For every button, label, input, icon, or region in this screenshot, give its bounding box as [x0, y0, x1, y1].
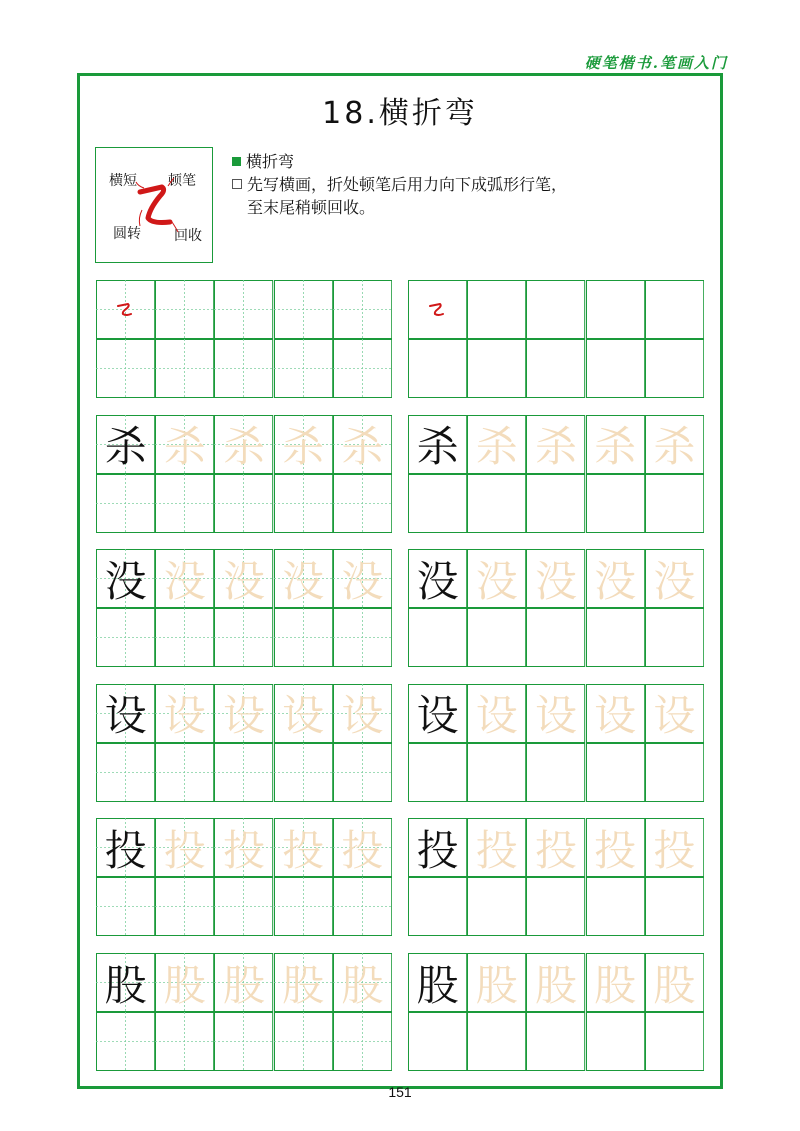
writing-cell[interactable] — [96, 339, 155, 398]
writing-cell[interactable] — [96, 877, 155, 936]
practice-block-5-right — [408, 818, 704, 936]
writing-cell[interactable] — [408, 743, 467, 802]
writing-cell[interactable] — [155, 608, 214, 667]
writing-cell[interactable] — [645, 877, 704, 936]
writing-cell[interactable] — [155, 415, 214, 474]
writing-cell[interactable] — [333, 339, 392, 398]
writing-cell[interactable] — [214, 339, 273, 398]
writing-cell[interactable] — [645, 474, 704, 533]
writing-cell[interactable] — [408, 415, 467, 474]
writing-cell[interactable] — [274, 608, 333, 667]
trace-character: 股 — [163, 960, 206, 1010]
writing-cell[interactable] — [467, 953, 526, 1012]
description-line-1: 先写横画，折处顿笔后用力向下成弧形行笔， — [247, 175, 568, 194]
writing-cell[interactable] — [408, 280, 467, 339]
writing-cell[interactable] — [645, 549, 704, 608]
trace-character: 杀 — [222, 422, 265, 472]
writing-cell[interactable] — [586, 684, 645, 743]
writing-cell[interactable] — [333, 280, 392, 339]
trace-character: 设 — [594, 691, 637, 741]
writing-cell[interactable] — [333, 684, 392, 743]
model-character: 设 — [416, 691, 459, 741]
writing-cell[interactable] — [526, 953, 585, 1012]
writing-cell[interactable] — [274, 549, 333, 608]
description-line-1-row — [232, 173, 567, 196]
model-character: 股 — [416, 960, 459, 1010]
writing-cell[interactable] — [155, 684, 214, 743]
writing-cell[interactable] — [408, 684, 467, 743]
writing-cell[interactable] — [526, 818, 585, 877]
writing-cell[interactable] — [155, 743, 214, 802]
writing-cell[interactable] — [274, 339, 333, 398]
description-line-2: 至末尾稍顿回收。 — [247, 198, 376, 217]
writing-cell[interactable] — [333, 743, 392, 802]
writing-cell[interactable] — [155, 818, 214, 877]
model-character: 投 — [104, 825, 147, 875]
writing-cell[interactable] — [467, 743, 526, 802]
stroke-demo-icon — [96, 280, 155, 339]
writing-cell[interactable] — [645, 743, 704, 802]
writing-cell[interactable] — [155, 280, 214, 339]
trace-character: 投 — [653, 825, 696, 875]
writing-cell[interactable] — [467, 339, 526, 398]
trace-character: 没 — [222, 556, 265, 606]
writing-cell[interactable] — [467, 608, 526, 667]
bullet-empty-icon — [232, 179, 242, 189]
writing-cell[interactable] — [526, 877, 585, 936]
writing-cell[interactable] — [586, 1012, 645, 1071]
writing-cell[interactable] — [526, 415, 585, 474]
trace-character: 杀 — [341, 422, 384, 472]
page-title: 18.横折弯 — [322, 96, 478, 131]
writing-cell[interactable] — [408, 608, 467, 667]
trace-character: 杀 — [653, 422, 696, 472]
writing-cell[interactable] — [333, 415, 392, 474]
writing-cell[interactable] — [214, 953, 273, 1012]
trace-character: 杀 — [475, 422, 518, 472]
writing-cell[interactable] — [96, 280, 155, 339]
trace-character: 杀 — [534, 422, 577, 472]
trace-character: 杀 — [282, 422, 325, 472]
writing-cell[interactable] — [333, 608, 392, 667]
trace-character: 股 — [222, 960, 265, 1010]
writing-cell[interactable] — [96, 415, 155, 474]
writing-cell[interactable] — [645, 415, 704, 474]
trace-character: 设 — [475, 691, 518, 741]
writing-cell[interactable] — [586, 743, 645, 802]
label-hui-shou: 回收 — [174, 228, 202, 244]
trace-character: 投 — [282, 825, 325, 875]
writing-cell[interactable] — [274, 877, 333, 936]
trace-character: 股 — [282, 960, 325, 1010]
writing-cell[interactable] — [586, 415, 645, 474]
writing-cell[interactable] — [214, 415, 273, 474]
trace-character: 没 — [534, 556, 577, 606]
practice-block-3-right — [408, 549, 704, 667]
writing-cell[interactable] — [333, 1012, 392, 1071]
writing-cell[interactable] — [96, 549, 155, 608]
stroke-demo-icon — [408, 280, 467, 339]
writing-cell[interactable] — [214, 818, 273, 877]
trace-character: 没 — [594, 556, 637, 606]
writing-cell[interactable] — [586, 474, 645, 533]
trace-character: 设 — [282, 691, 325, 741]
practice-block-1-left — [96, 280, 392, 398]
writing-cell[interactable] — [333, 818, 392, 877]
writing-cell[interactable] — [408, 877, 467, 936]
trace-character: 没 — [163, 556, 206, 606]
writing-cell[interactable] — [274, 474, 333, 533]
writing-cell[interactable] — [526, 608, 585, 667]
book-title: 硬笔楷书.笔画入门 — [584, 54, 728, 72]
writing-cell[interactable] — [586, 877, 645, 936]
trace-character: 设 — [653, 691, 696, 741]
writing-cell[interactable] — [408, 474, 467, 533]
description-heading-line — [232, 150, 567, 173]
description-heading: 横折弯 — [246, 152, 295, 171]
writing-cell[interactable] — [155, 339, 214, 398]
writing-cell[interactable] — [96, 1012, 155, 1071]
practice-block-1-right — [408, 280, 704, 398]
writing-cell[interactable] — [214, 743, 273, 802]
trace-character: 投 — [475, 825, 518, 875]
practice-block-4-left — [96, 684, 392, 802]
writing-cell[interactable] — [467, 415, 526, 474]
trace-character: 没 — [475, 556, 518, 606]
model-character: 股 — [104, 960, 147, 1010]
model-character: 杀 — [416, 422, 459, 472]
trace-character: 投 — [594, 825, 637, 875]
writing-cell[interactable] — [586, 953, 645, 1012]
writing-cell[interactable] — [408, 1012, 467, 1071]
writing-cell[interactable] — [645, 280, 704, 339]
writing-cell[interactable] — [586, 608, 645, 667]
writing-cell[interactable] — [586, 339, 645, 398]
writing-cell[interactable] — [526, 339, 585, 398]
practice-block-4-right — [408, 684, 704, 802]
writing-cell[interactable] — [645, 608, 704, 667]
stroke-description — [232, 150, 567, 219]
writing-cell[interactable] — [526, 474, 585, 533]
model-character: 投 — [416, 825, 459, 875]
writing-cell[interactable] — [274, 953, 333, 1012]
trace-character: 设 — [534, 691, 577, 741]
writing-cell[interactable] — [586, 280, 645, 339]
writing-cell[interactable] — [155, 877, 214, 936]
page-number: 151 — [388, 1084, 412, 1100]
bullet-filled-icon — [232, 157, 241, 166]
writing-cell[interactable] — [333, 953, 392, 1012]
writing-cell[interactable] — [333, 549, 392, 608]
writing-cell[interactable] — [645, 1012, 704, 1071]
trace-character: 投 — [222, 825, 265, 875]
writing-cell[interactable] — [214, 684, 273, 743]
writing-cell[interactable] — [96, 474, 155, 533]
practice-block-2-right — [408, 415, 704, 533]
writing-cell[interactable] — [467, 280, 526, 339]
label-heng-duan: 横短 — [109, 173, 137, 189]
writing-cell[interactable] — [467, 549, 526, 608]
stroke-diagram — [95, 147, 213, 263]
writing-cell[interactable] — [274, 280, 333, 339]
writing-cell[interactable] — [467, 1012, 526, 1071]
writing-cell[interactable] — [96, 953, 155, 1012]
writing-cell[interactable] — [96, 684, 155, 743]
writing-cell[interactable] — [467, 818, 526, 877]
trace-character: 股 — [341, 960, 384, 1010]
practice-block-3-left — [96, 549, 392, 667]
writing-cell[interactable] — [586, 818, 645, 877]
trace-character: 设 — [341, 691, 384, 741]
writing-cell[interactable] — [467, 684, 526, 743]
writing-cell[interactable] — [214, 549, 273, 608]
writing-cell[interactable] — [333, 474, 392, 533]
model-character: 没 — [104, 556, 147, 606]
writing-cell[interactable] — [645, 684, 704, 743]
writing-cell[interactable] — [274, 415, 333, 474]
model-character: 杀 — [104, 422, 147, 472]
writing-cell[interactable] — [467, 877, 526, 936]
writing-cell[interactable] — [408, 339, 467, 398]
writing-cell[interactable] — [645, 953, 704, 1012]
model-character: 设 — [104, 691, 147, 741]
writing-cell[interactable] — [645, 818, 704, 877]
writing-cell[interactable] — [214, 608, 273, 667]
trace-character: 投 — [163, 825, 206, 875]
writing-cell[interactable] — [526, 280, 585, 339]
practice-block-2-left — [96, 415, 392, 533]
writing-cell[interactable] — [96, 818, 155, 877]
writing-cell[interactable] — [274, 818, 333, 877]
writing-cell[interactable] — [155, 474, 214, 533]
writing-cell[interactable] — [526, 743, 585, 802]
label-dun-bi: 顿笔 — [168, 173, 196, 189]
writing-cell[interactable] — [408, 953, 467, 1012]
trace-character: 杀 — [163, 422, 206, 472]
trace-character: 没 — [282, 556, 325, 606]
writing-cell[interactable] — [467, 474, 526, 533]
hengzhewan-stroke-icon — [96, 148, 214, 264]
trace-character: 股 — [653, 960, 696, 1010]
writing-cell[interactable] — [408, 549, 467, 608]
writing-cell[interactable] — [526, 1012, 585, 1071]
trace-character: 设 — [163, 691, 206, 741]
trace-character: 没 — [341, 556, 384, 606]
writing-cell[interactable] — [526, 549, 585, 608]
writing-cell[interactable] — [274, 684, 333, 743]
writing-cell[interactable] — [274, 1012, 333, 1071]
writing-cell[interactable] — [214, 877, 273, 936]
trace-character: 设 — [222, 691, 265, 741]
writing-cell[interactable] — [274, 743, 333, 802]
trace-character: 股 — [594, 960, 637, 1010]
writing-cell[interactable] — [408, 818, 467, 877]
writing-cell[interactable] — [526, 684, 585, 743]
trace-character: 没 — [653, 556, 696, 606]
trace-character: 投 — [534, 825, 577, 875]
label-yuan-zhuan: 圆转 — [113, 226, 141, 242]
model-character: 没 — [416, 556, 459, 606]
writing-cell[interactable] — [155, 953, 214, 1012]
writing-cell[interactable] — [214, 280, 273, 339]
writing-cell[interactable] — [586, 549, 645, 608]
trace-character: 投 — [341, 825, 384, 875]
trace-character: 杀 — [594, 422, 637, 472]
writing-cell[interactable] — [333, 877, 392, 936]
writing-cell[interactable] — [96, 608, 155, 667]
writing-cell[interactable] — [214, 474, 273, 533]
writing-cell[interactable] — [96, 743, 155, 802]
writing-cell[interactable] — [155, 549, 214, 608]
writing-cell[interactable] — [645, 339, 704, 398]
trace-character: 股 — [534, 960, 577, 1010]
writing-cell[interactable] — [214, 1012, 273, 1071]
trace-character: 股 — [475, 960, 518, 1010]
practice-block-6-left — [96, 953, 392, 1071]
practice-block-5-left — [96, 818, 392, 936]
writing-cell[interactable] — [155, 1012, 214, 1071]
practice-block-6-right — [408, 953, 704, 1071]
